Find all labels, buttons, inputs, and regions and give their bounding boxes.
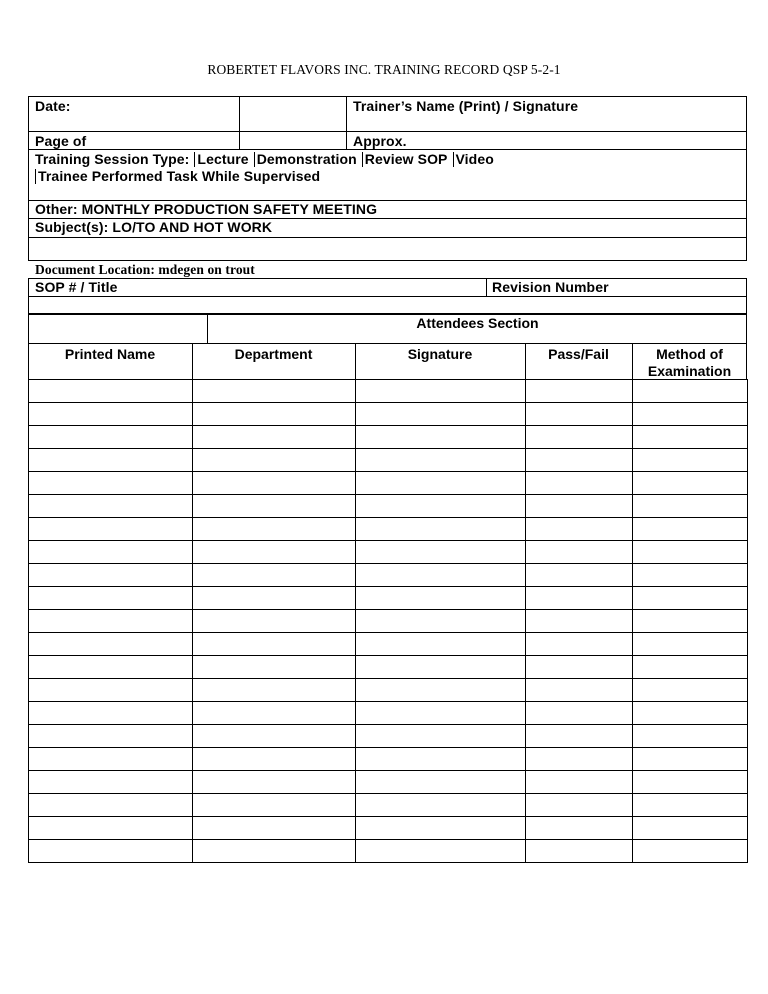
col-printed-name: Printed Name: [64, 346, 156, 362]
printed-name-cell[interactable]: [29, 840, 193, 863]
department-cell[interactable]: [193, 656, 356, 679]
method-cell[interactable]: [633, 472, 748, 495]
subject-field: Subject(s): LO/TO AND HOT WORK: [35, 219, 273, 235]
signature-cell[interactable]: [356, 840, 526, 863]
method-cell[interactable]: [633, 840, 748, 863]
table-row: [29, 748, 748, 771]
department-cell[interactable]: [193, 541, 356, 564]
method-cell[interactable]: [633, 449, 748, 472]
method-cell[interactable]: [633, 426, 748, 449]
session-type-row: [35, 151, 494, 167]
method-cell[interactable]: [633, 587, 748, 610]
method-cell[interactable]: [633, 403, 748, 426]
session-type-label: Training Session Type:: [35, 151, 190, 167]
document-title: ROBERTET FLAVORS INC. TRAINING RECORD QSP 5-2-1: [207, 62, 561, 77]
signature-cell[interactable]: [356, 495, 526, 518]
department-cell[interactable]: [193, 633, 356, 656]
col-department: Department: [234, 346, 313, 362]
table-row: [29, 794, 748, 817]
revision-number-label: Revision Number: [492, 279, 609, 295]
table-row: [29, 725, 748, 748]
pass-fail-cell[interactable]: [526, 403, 633, 426]
pass-fail-cell[interactable]: [526, 564, 633, 587]
signature-cell[interactable]: [356, 541, 526, 564]
method-cell[interactable]: [633, 794, 748, 817]
pass-fail-cell[interactable]: [526, 380, 633, 403]
document-location: Document Location: mdegen on trout: [35, 262, 255, 277]
method-cell[interactable]: [633, 817, 748, 840]
printed-name-cell[interactable]: [29, 564, 193, 587]
pass-fail-cell[interactable]: [526, 472, 633, 495]
demonstration-option: Demonstration: [256, 151, 357, 167]
signature-cell[interactable]: [356, 679, 526, 702]
signature-cell[interactable]: [356, 403, 526, 426]
signature-cell[interactable]: [356, 817, 526, 840]
signature-cell[interactable]: [356, 380, 526, 403]
approx-label: Approx.: [353, 133, 407, 149]
method-cell[interactable]: [633, 725, 748, 748]
printed-name-cell[interactable]: [29, 518, 193, 541]
pass-fail-cell[interactable]: [526, 541, 633, 564]
department-cell[interactable]: [193, 449, 356, 472]
video-checkbox[interactable]: [453, 152, 454, 167]
method-cell[interactable]: [633, 610, 748, 633]
department-cell[interactable]: [193, 495, 356, 518]
department-cell[interactable]: [193, 725, 356, 748]
sop-row: [28, 278, 747, 297]
printed-name-cell[interactable]: [29, 541, 193, 564]
signature-cell[interactable]: [356, 518, 526, 541]
supervised-task-option: Trainee Performed Task While Supervised: [38, 168, 321, 184]
pass-fail-cell[interactable]: [526, 794, 633, 817]
department-cell[interactable]: [193, 564, 356, 587]
table-row: [29, 679, 748, 702]
col-pass-fail: Pass/Fail: [548, 346, 609, 362]
demonstration-checkbox[interactable]: [254, 152, 255, 167]
signature-cell[interactable]: [356, 449, 526, 472]
printed-name-cell[interactable]: [29, 679, 193, 702]
table-row: [29, 472, 748, 495]
table-row: [29, 403, 748, 426]
printed-name-cell[interactable]: [29, 817, 193, 840]
table-row: [29, 771, 748, 794]
signature-cell[interactable]: [356, 472, 526, 495]
table-row: [29, 587, 748, 610]
table-row: [29, 541, 748, 564]
method-cell[interactable]: [633, 564, 748, 587]
trainer-name-label: Trainer’s Name (Print) / Signature: [353, 98, 579, 114]
department-cell[interactable]: [193, 817, 356, 840]
video-option: Video: [455, 151, 494, 167]
signature-cell[interactable]: [356, 656, 526, 679]
signature-cell[interactable]: [356, 587, 526, 610]
department-cell[interactable]: [193, 426, 356, 449]
printed-name-cell[interactable]: [29, 449, 193, 472]
table-row: [29, 633, 748, 656]
signature-cell[interactable]: [356, 564, 526, 587]
supervised-task-checkbox[interactable]: [35, 169, 36, 184]
signature-cell[interactable]: [356, 702, 526, 725]
department-cell[interactable]: [193, 679, 356, 702]
printed-name-cell[interactable]: [29, 495, 193, 518]
table-row: [29, 426, 748, 449]
table-row: [29, 564, 748, 587]
table-row: [29, 518, 748, 541]
department-cell[interactable]: [193, 748, 356, 771]
table-row: [29, 702, 748, 725]
printed-name-cell[interactable]: [29, 702, 193, 725]
other-field: Other: MONTHLY PRODUCTION SAFETY MEETING: [35, 201, 378, 217]
lecture-option: Lecture: [197, 151, 249, 167]
signature-cell[interactable]: [356, 794, 526, 817]
table-row: [29, 495, 748, 518]
department-cell[interactable]: [193, 771, 356, 794]
signature-cell[interactable]: [356, 748, 526, 771]
signature-cell[interactable]: [356, 610, 526, 633]
pass-fail-cell[interactable]: [526, 771, 633, 794]
pass-fail-cell[interactable]: [526, 426, 633, 449]
department-cell[interactable]: [193, 840, 356, 863]
pass-fail-cell[interactable]: [526, 748, 633, 771]
method-cell[interactable]: [633, 679, 748, 702]
attendees-section-title: Attendees Section: [416, 315, 539, 331]
table-row: [29, 610, 748, 633]
signature-cell[interactable]: [356, 725, 526, 748]
printed-name-cell[interactable]: [29, 656, 193, 679]
department-cell[interactable]: [193, 587, 356, 610]
table-row: [29, 380, 748, 403]
pass-fail-cell[interactable]: [526, 679, 633, 702]
sop-blank-row: [28, 296, 747, 314]
pass-fail-cell[interactable]: [526, 587, 633, 610]
pass-fail-cell[interactable]: [526, 610, 633, 633]
signature-cell[interactable]: [356, 771, 526, 794]
department-cell[interactable]: [193, 380, 356, 403]
table-row: [29, 449, 748, 472]
pass-fail-cell[interactable]: [526, 495, 633, 518]
department-cell[interactable]: [193, 403, 356, 426]
pass-fail-cell[interactable]: [526, 518, 633, 541]
department-cell[interactable]: [193, 518, 356, 541]
date-label: Date:: [35, 98, 71, 114]
pass-fail-cell[interactable]: [526, 817, 633, 840]
col-method-of-examination: Method of Examination: [647, 346, 732, 379]
printed-name-cell[interactable]: [29, 633, 193, 656]
page-of-label: Page of: [35, 133, 87, 149]
department-cell[interactable]: [193, 794, 356, 817]
method-cell[interactable]: [633, 495, 748, 518]
printed-name-cell[interactable]: [29, 610, 193, 633]
printed-name-cell[interactable]: [29, 403, 193, 426]
table-row: [29, 817, 748, 840]
printed-name-cell[interactable]: [29, 587, 193, 610]
method-cell[interactable]: [633, 633, 748, 656]
printed-name-cell[interactable]: [29, 426, 193, 449]
sop-title-label: SOP # / Title: [35, 279, 118, 295]
method-cell[interactable]: [633, 771, 748, 794]
printed-name-cell[interactable]: [29, 472, 193, 495]
review-sop-option: Review SOP: [364, 151, 448, 167]
printed-name-cell[interactable]: [29, 380, 193, 403]
pass-fail-cell[interactable]: [526, 840, 633, 863]
lecture-checkbox[interactable]: [194, 152, 195, 167]
method-cell[interactable]: [633, 702, 748, 725]
signature-cell[interactable]: [356, 426, 526, 449]
review-sop-checkbox[interactable]: [362, 152, 363, 167]
department-cell[interactable]: [193, 702, 356, 725]
pass-fail-cell[interactable]: [526, 656, 633, 679]
department-cell[interactable]: [193, 472, 356, 495]
printed-name-cell[interactable]: [29, 748, 193, 771]
printed-name-cell[interactable]: [29, 794, 193, 817]
method-cell[interactable]: [633, 380, 748, 403]
printed-name-cell[interactable]: [29, 725, 193, 748]
table-row: [29, 840, 748, 863]
pass-fail-cell[interactable]: [526, 702, 633, 725]
method-cell[interactable]: [633, 541, 748, 564]
method-cell[interactable]: [633, 748, 748, 771]
signature-cell[interactable]: [356, 633, 526, 656]
blank-row: [28, 237, 747, 261]
col-signature: Signature: [407, 346, 473, 362]
printed-name-cell[interactable]: [29, 771, 193, 794]
table-row: [29, 656, 748, 679]
attendees-table: [28, 379, 748, 863]
supervised-row: [30, 168, 320, 184]
pass-fail-cell[interactable]: [526, 449, 633, 472]
pass-fail-cell[interactable]: [526, 725, 633, 748]
department-cell[interactable]: [193, 610, 356, 633]
pass-fail-cell[interactable]: [526, 633, 633, 656]
method-cell[interactable]: [633, 518, 748, 541]
method-cell[interactable]: [633, 656, 748, 679]
